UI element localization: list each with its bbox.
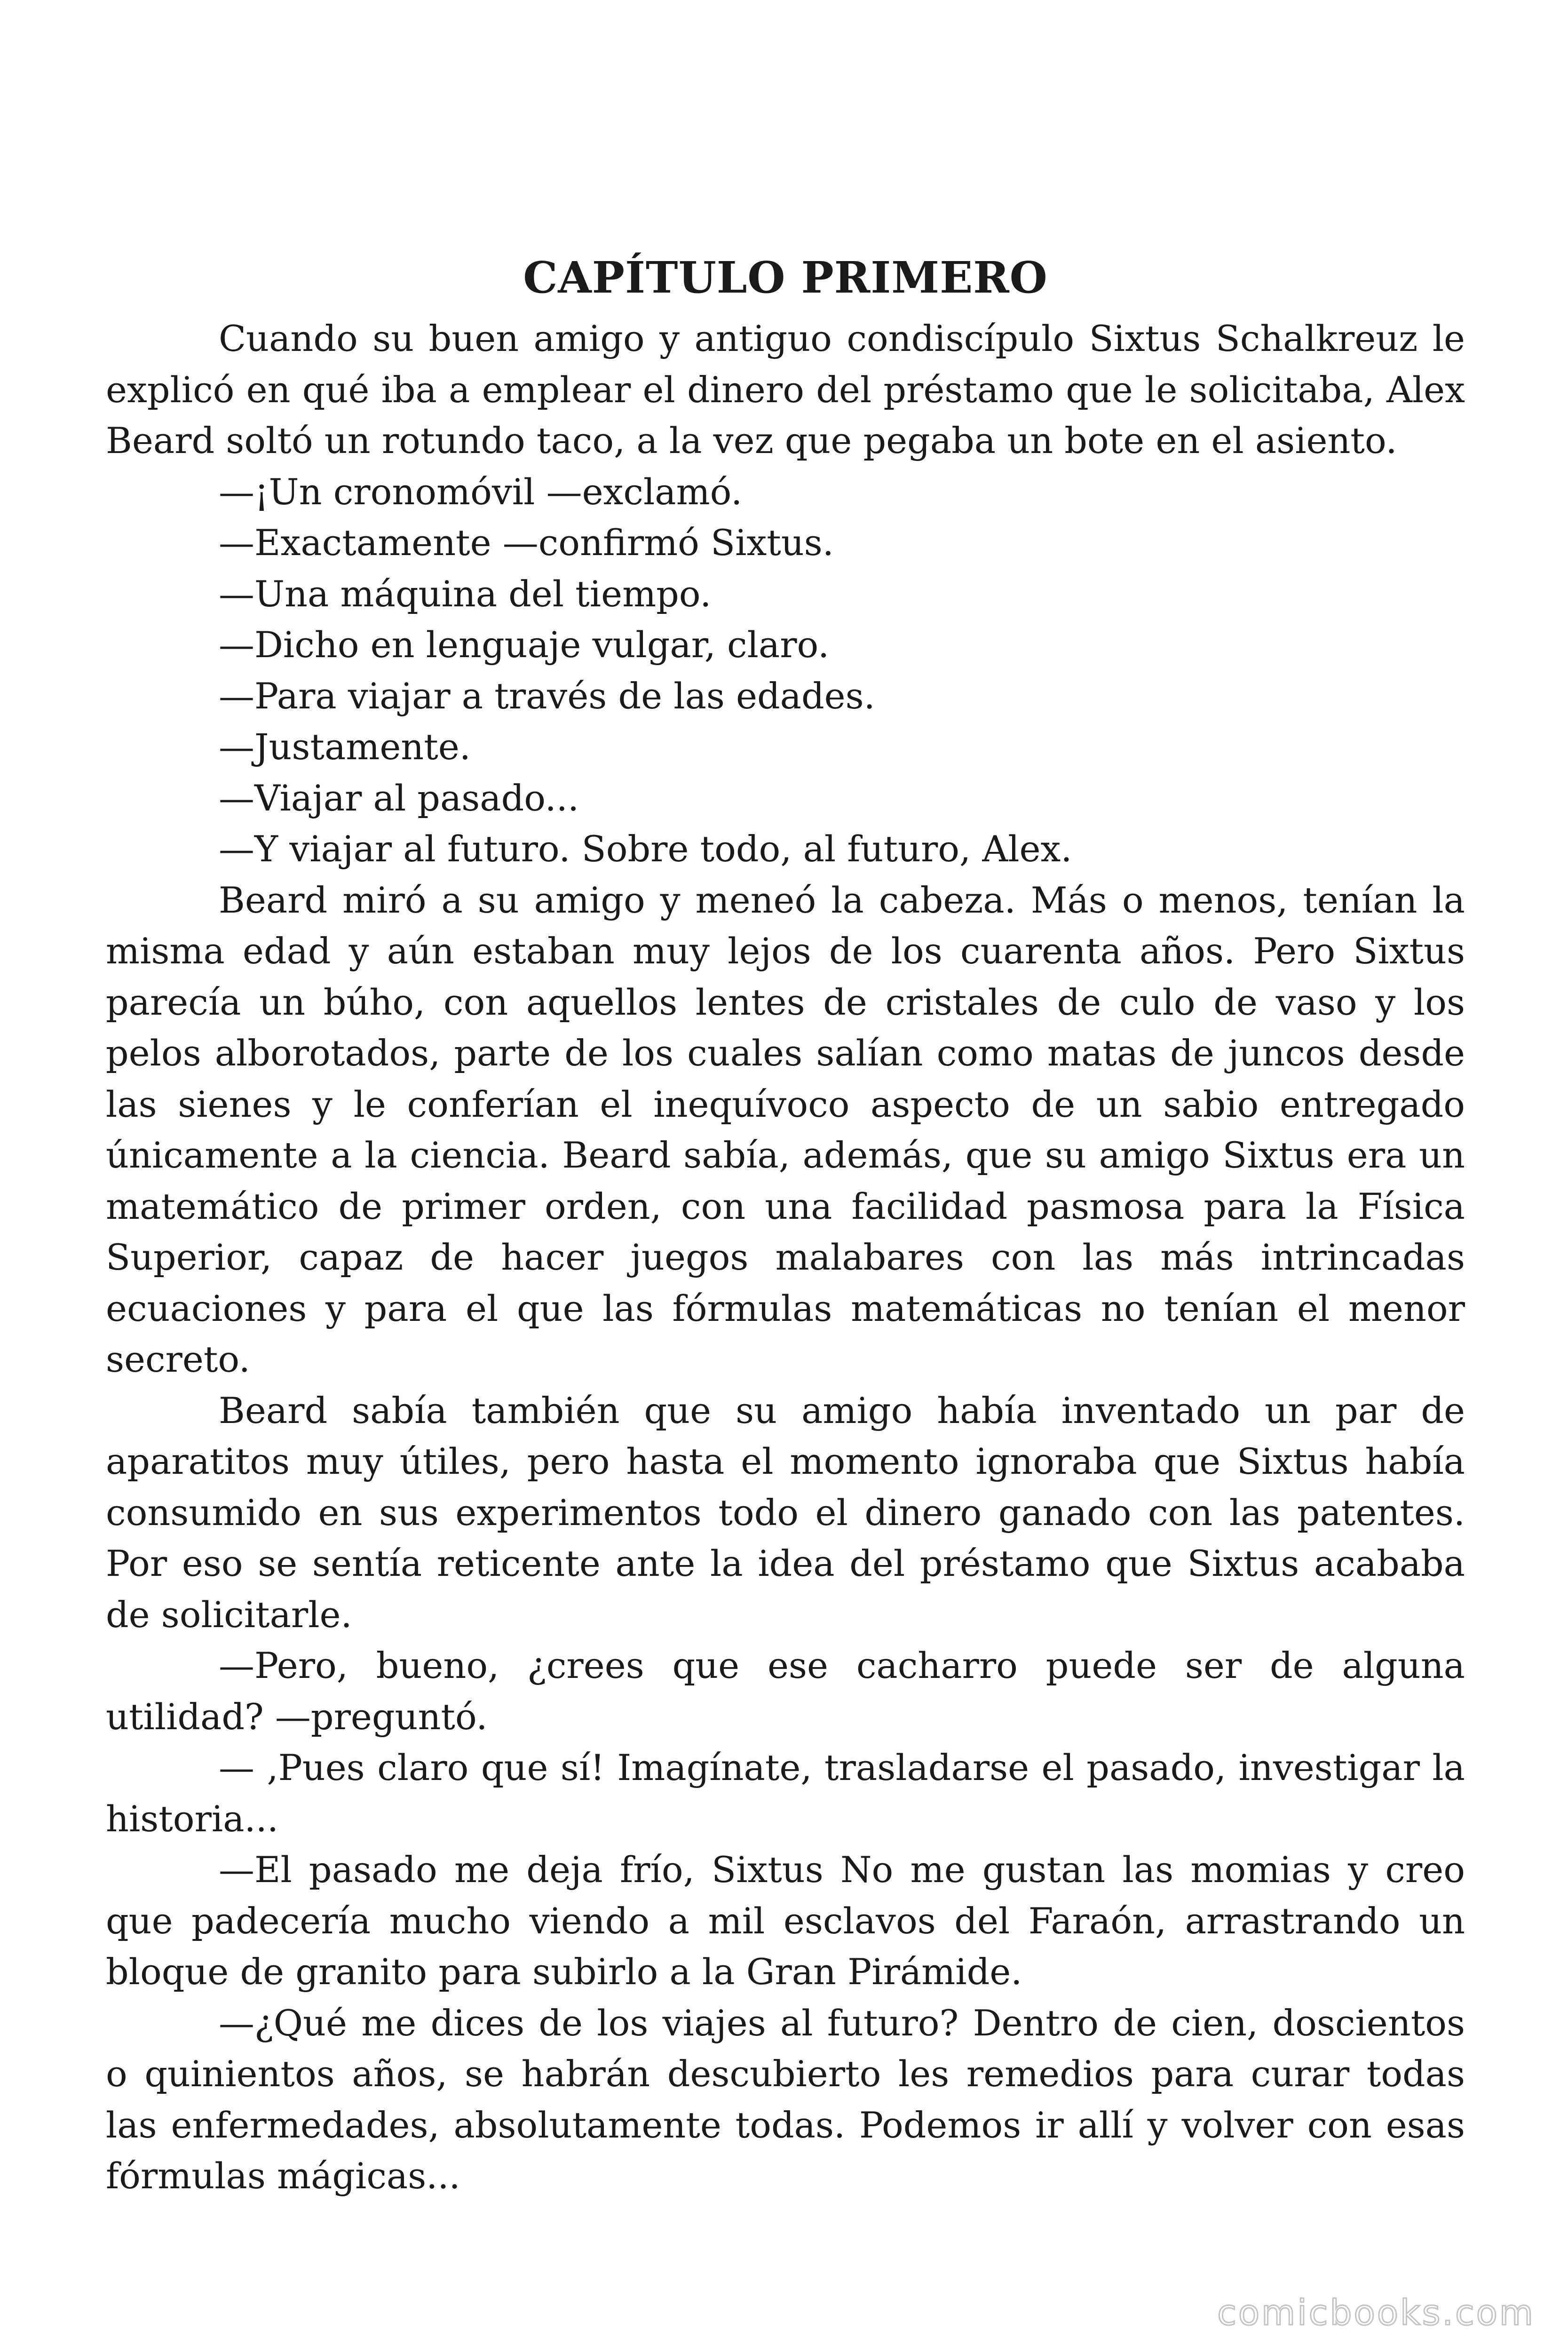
chapter-body: [106, 313, 1465, 2202]
chapter-title: CAPÍTULO PRIMERO: [523, 252, 1048, 303]
paragraph: —Y viajar al futuro. Sobre todo, al futuro, Alex.: [219, 828, 1072, 870]
paragraph: — ,Pues claro que sí! Imagínate, trasladarse el pasado, investigar la historia...: [106, 1747, 1465, 1840]
paragraph: Beard miró a su amigo y meneó la cabeza. Más o menos, tenían la misma edad y aún estaban muy lejos de los cuarenta años. Pero Sixtus parecía un búho, con aquellos lentes de cristales de culo de vaso y los pelos alborotados, parte de los cuales salían como matas de juncos desde las sienes y le conferían el inequívoco aspecto de un sabio entregado únicamente a la ciencia. Beard sabía, además, que su amigo Sixtus era un matemático de primer orden, con una facilidad pasmosa para la Física Superior, capaz de hacer juegos malabares con las más intrincadas ecuaciones y para el que las fórmulas matemáticas no tenían el menor secreto.: [106, 879, 1465, 1380]
book-page: [106, 245, 1465, 2202]
watermark: comicbooks.com: [1217, 2293, 1535, 2333]
paragraph: —Justamente.: [219, 726, 471, 768]
paragraph: —Exactamente —confirmó Sixtus.: [219, 522, 834, 564]
paragraph: Cuando su buen amigo y antiguo condiscípulo Sixtus Schalkreuz le explicó en qué iba a emplear el dinero del préstamo que le solicitaba, Alex Beard soltó un rotundo taco, a la vez que pegaba un bote en el asiento.: [106, 318, 1465, 461]
paragraph: —Una máquina del tiempo.: [219, 572, 712, 615]
paragraph: —¡Un cronomóvil —exclamó.: [219, 470, 743, 513]
paragraph: —El pasado me deja frío, Sixtus No me gustan las momias y creo que padecería mucho viendo a mil esclavos del Faraón, arrastrando un bloque de granito para subirlo a la Gran Pirámide.: [106, 1849, 1465, 1993]
paragraph: —Pero, bueno, ¿crees que ese cacharro puede ser de alguna utilidad? —preguntó.: [106, 1645, 1465, 1738]
paragraph: —¿Qué me dices de los viajes al futuro? Dentro de cien, doscientos o quinientos años, se habrán descubierto les remedios para curar todas las enfermedades, absolutamente todas. Podemos ir allí y volver con esas fórmulas mágicas...: [106, 2002, 1465, 2197]
paragraph: —Para viajar a través de las edades.: [219, 675, 875, 717]
paragraph: —Viajar al pasado...: [219, 777, 579, 819]
paragraph: Beard sabía también que su amigo había inventado un par de aparatitos muy útiles, pero hasta el momento ignoraba que Sixtus había consumido en sus experimentos todo el dinero ganado con las patentes. Por eso se sentía reticente ante la idea del préstamo que Sixtus acababa de solicitarle.: [106, 1389, 1465, 1636]
paragraph: —Dicho en lenguaje vulgar, claro.: [219, 624, 830, 666]
